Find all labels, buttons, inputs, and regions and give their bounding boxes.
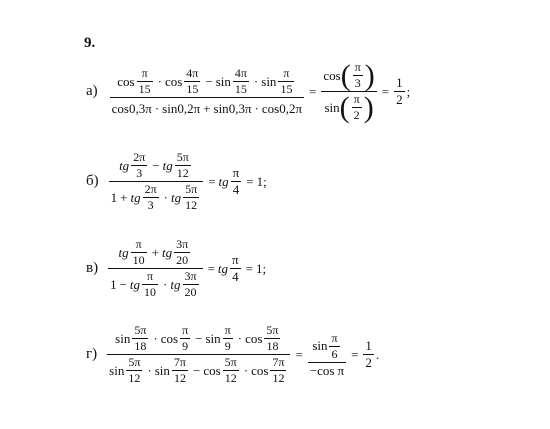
label-g: г) xyxy=(86,346,98,362)
fraction-b-rhs: $\frac{\pi}{4}$ xyxy=(232,165,240,197)
fraction-a-result: $\frac{1}{2}$ xyxy=(396,75,403,107)
fraction-v-rhs: $\frac{\pi}{4}$ xyxy=(232,252,239,284)
equation-b: б) tg $\frac{2\pi}{3}$ − tg $\frac{5\pi}{12}$ 1 + tg $\frac{2\pi}{3}$ · tg $\frac{5\pi}{12}$ = tg $\frac{\pi}{4}$ = 1; xyxy=(86,150,267,212)
fraction-g-result: $\frac{1}{2}$ xyxy=(365,338,372,370)
fraction-b-lhs: tg $\frac{2\pi}{3}$ − tg $\frac{5\pi}{12}$ 1 + tg $\frac{2\pi}{3}$ · tg $\frac{5\pi}{12}$ xyxy=(109,150,204,213)
fraction-g-mid: sin $\frac{\pi}{6}$ −cos π xyxy=(309,330,345,378)
fraction-v-lhs: tg $\frac{\pi}{10}$ + tg $\frac{3\pi}{20}$ 1 − tg $\frac{\pi}{10}$ · tg $\frac{3\pi}{20}$ xyxy=(108,237,203,300)
problem-number: 9. xyxy=(84,35,96,51)
equation-v: в) tg $\frac{\pi}{10}$ + tg $\frac{3\pi}{20}$ 1 − tg $\frac{\pi}{10}$ · tg $\frac{3\pi}{20}$ = tg $\frac{\pi}{4}$ = 1; xyxy=(86,237,267,299)
label-a: а) xyxy=(86,83,98,99)
label-v: в) xyxy=(86,260,99,276)
fraction-g-lhs: sin $\frac{5\pi}{18}$ · cos $\frac{\pi}{9}$ − sin $\frac{\pi}{9}$ · cos $\frac{5\pi}{18}$ sin $\frac{5\pi}{12}$ · sin $\frac{7\pi}{12}$ − cos $\frac{5\pi}{12}$ · cos $\frac{7\pi}{12}$ xyxy=(107,323,290,386)
fraction-a-lhs: cos $\frac{\pi}{15}$ · cos $\frac{4\pi}{15}$ − sin $\frac{4\pi}{15}$ · sin $\frac{\pi}{15}$ cos 0,3π · sin 0,2π + sin 0,3π · cos 0,2π xyxy=(111,66,303,116)
equation-a: а) cos $\frac{\pi}{15}$ · cos $\frac{4\pi}{15}$ − sin $\frac{4\pi}{15}$ · sin $\frac{\pi}{15}$ cos 0,3π · sin 0,2π + sin 0,3π · cos 0,2π = cos ( $\frac{\pi}{3}$ ) sin ( $\frac{\pi}{2}$ ) = $\frac{1}{2}$ ; xyxy=(86,58,411,124)
equation-g: г) sin $\frac{5\pi}{18}$ · cos $\frac{\pi}{9}$ − sin $\frac{\pi}{9}$ · cos $\frac{5\pi}{18}$ sin $\frac{5\pi}{12}$ · sin $\frac{7\pi}{12}$ − cos $\frac{5\pi}{12}$ · cos $\frac{7\pi}{12}$ = sin $\frac{\pi}{6}$ −cos π = $\frac{1}{2}$ . xyxy=(86,323,380,385)
label-b: б) xyxy=(86,173,99,189)
fraction-a-mid: cos ( $\frac{\pi}{3}$ ) sin ( $\frac{\pi}{2}$ ) xyxy=(323,58,375,124)
